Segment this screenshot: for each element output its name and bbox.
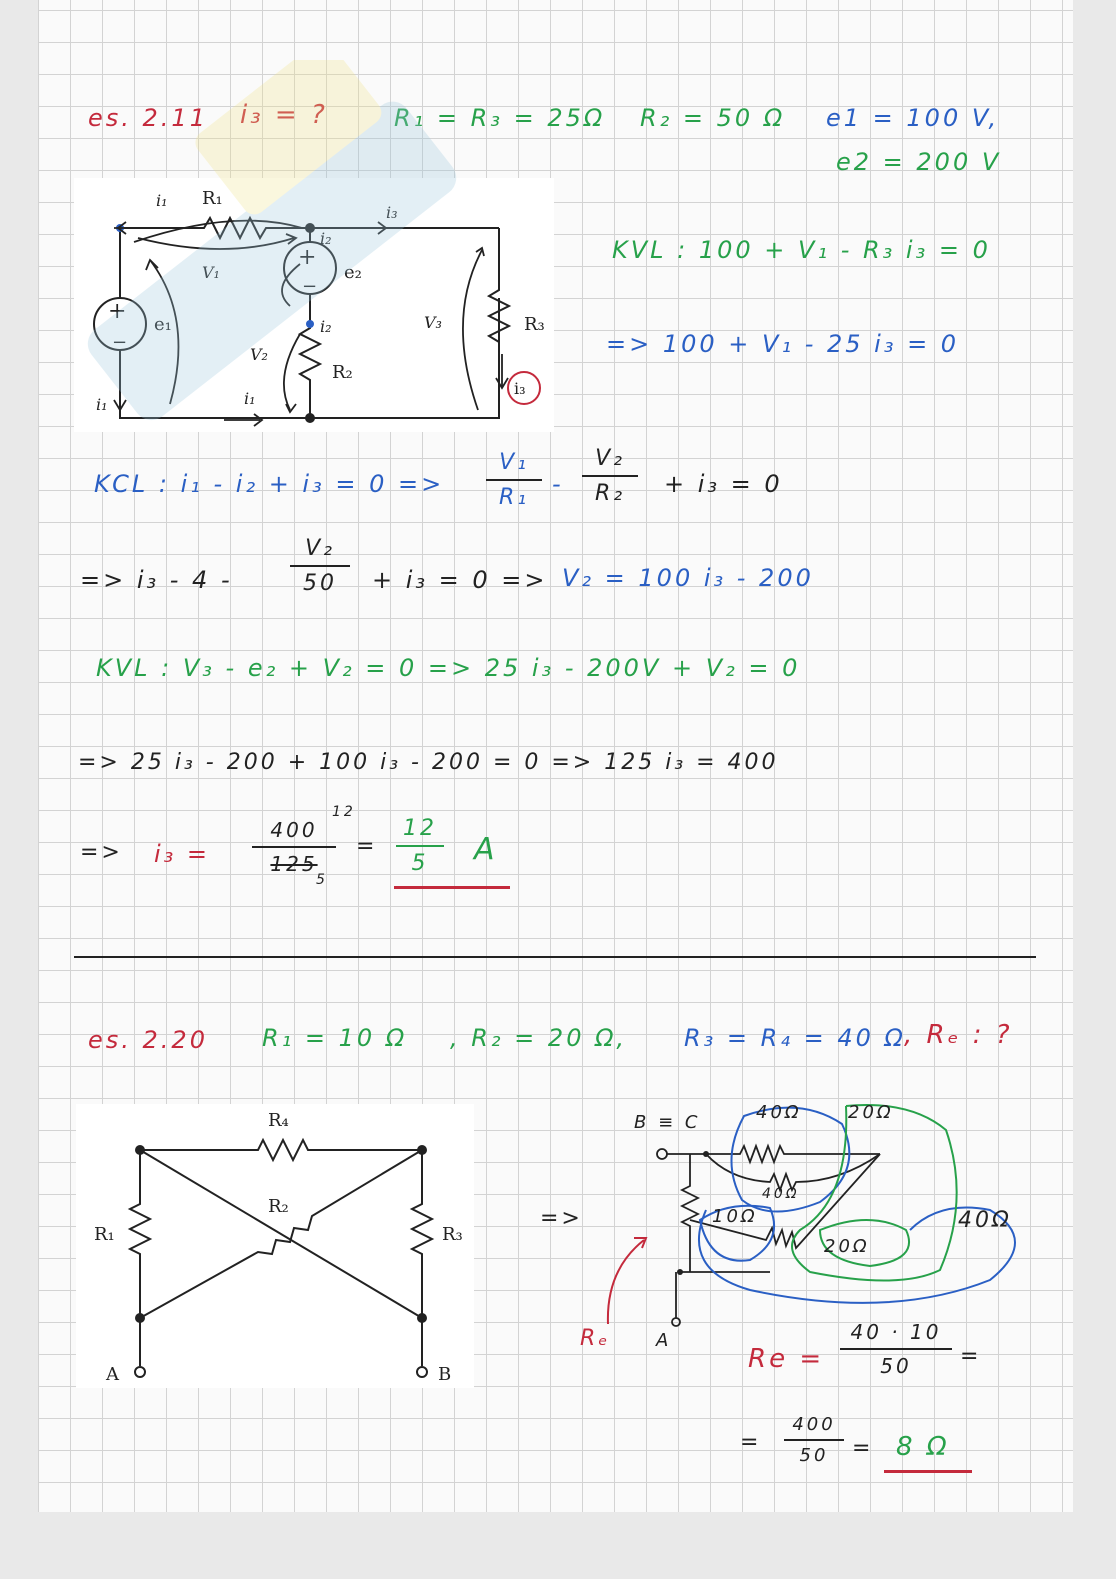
kcl-equation: KCL : i₁ - i₂ + i₃ = 0 =>	[94, 470, 445, 498]
label-i3-circled: i₃	[514, 379, 526, 398]
kcl-frac2-den: R₂	[594, 481, 626, 506]
exercise-label-2-11: es. 2.11	[88, 104, 208, 132]
result-value-den: 5	[411, 851, 429, 876]
re-den-1: 50	[880, 1354, 912, 1378]
given-e2: e2 = 200 V	[836, 148, 1002, 176]
kcl-frac1-num: V₁	[499, 450, 529, 475]
node-b-label: B	[438, 1364, 452, 1385]
hand-i2-top: i₂	[320, 229, 332, 248]
given-r1-r3: R₁ = R₃ = 25Ω	[394, 104, 606, 132]
label-40-ohm-right: 40Ω	[958, 1208, 1012, 1233]
re-equals-3: =	[852, 1436, 874, 1461]
kvl-equation-1b: => 100 + V₁ - 25 i₃ = 0	[606, 330, 960, 358]
label-r4-ex2: R₄	[268, 1110, 289, 1131]
given-r3-r4: R₃ = R₄ = 40 Ω	[684, 1024, 906, 1052]
given-e1: e1 = 100 V,	[826, 104, 1000, 132]
result-prefix: =>	[80, 840, 123, 865]
kvl-equation-2: KVL : V₃ - e₂ + V₂ = 0 => 25 i₃ - 200V + V₂ = 0	[96, 654, 801, 682]
result-value-fraction	[396, 816, 444, 876]
kcl-frac2-num: V₂	[595, 446, 625, 471]
re-num-1: 40 · 10	[850, 1320, 942, 1344]
hand-i1-bottom: i₁	[244, 389, 256, 408]
hand-i2-bottom: i₂	[320, 317, 332, 336]
result-num: 400	[270, 818, 318, 842]
label-r3-ex2: R₃	[442, 1224, 463, 1245]
unknown-i3: i₃ = ?	[240, 100, 328, 130]
label-10-ohm: 10Ω	[712, 1206, 758, 1227]
re-fraction-1	[840, 1320, 952, 1378]
hand-v2: V₂	[250, 345, 268, 364]
label-r2-ex2: R₂	[268, 1196, 289, 1217]
svg-text:+: +	[108, 299, 127, 324]
unknown-re: , Rₑ : ?	[904, 1020, 1013, 1050]
given-r1-ex2: R₁ = 10 Ω	[262, 1024, 408, 1052]
result-fraction	[252, 818, 336, 876]
result-den-sub: 5	[316, 872, 328, 888]
circuit-diagram-2-20	[76, 1104, 474, 1388]
result-value-num: 12	[403, 816, 437, 841]
given-r2-ex2: , R₂ = 20 Ω,	[450, 1024, 628, 1052]
line4-equation: => 25 i₃ - 200 + 100 i₃ - 200 = 0 => 125 i₃ = 400	[78, 750, 779, 775]
result-underline	[394, 886, 510, 889]
re-equals-2: =	[740, 1430, 762, 1455]
circuit-diagram-2-11	[74, 178, 554, 432]
hand-i1-left: i₁	[96, 395, 108, 414]
line2-v2-equation: V₂ = 100 i₃ - 200	[562, 564, 814, 592]
re-result: 8 Ω	[896, 1432, 950, 1462]
label-r1-ex2: R₁	[94, 1224, 115, 1245]
label-b-equiv-c: B ≡ C	[634, 1112, 701, 1133]
node-a-label: A	[106, 1364, 119, 1385]
line2-num: V₂	[305, 536, 335, 561]
result-i3-label: i₃ =	[154, 840, 211, 868]
label-r2: R₂	[332, 362, 353, 383]
label-node-a-sketch: A	[656, 1330, 672, 1351]
result-num-sup: 12	[332, 804, 356, 820]
re-den-2: 50	[799, 1445, 829, 1466]
kcl-minus: -	[552, 470, 564, 498]
re-equals-1: =	[960, 1344, 982, 1369]
label-20-ohm-top: 20Ω	[848, 1102, 894, 1123]
line2-den: 50	[303, 571, 337, 596]
hand-v1: V₁	[202, 263, 220, 282]
label-e1: e₁	[154, 314, 172, 335]
kcl-fraction-1	[486, 450, 542, 510]
given-r2: R₂ = 50 Ω	[640, 104, 786, 132]
svg-text:−: −	[302, 276, 318, 297]
label-re-arrow: Rₑ	[580, 1326, 611, 1351]
kcl-tail: + i₃ = 0	[664, 470, 783, 498]
re-equation-label: Re =	[748, 1344, 825, 1374]
exercise-label-2-20: es. 2.20	[88, 1026, 208, 1054]
line2-start: => i₃ - 4 -	[80, 566, 233, 594]
svg-text:+: +	[298, 245, 317, 270]
label-e2: e₂	[344, 262, 362, 283]
label-40-ohm-mid: 40Ω	[762, 1186, 800, 1202]
hand-v3: V₃	[424, 313, 442, 332]
re-result-underline	[884, 1470, 972, 1473]
line2-fraction	[290, 536, 350, 596]
hand-i3: i₃	[386, 203, 398, 222]
label-40-ohm-top: 40Ω	[756, 1102, 802, 1123]
label-20-ohm-bottom: 20Ω	[824, 1236, 870, 1257]
section-divider	[74, 956, 1036, 958]
line2-middle: + i₃ = 0 =>	[372, 566, 548, 594]
label-r1: R₁	[202, 188, 223, 209]
re-num-2: 400	[792, 1414, 836, 1435]
kcl-frac1-den: R₁	[498, 485, 530, 510]
result-den: 125	[270, 852, 318, 876]
svg-text:−: −	[112, 332, 128, 353]
transform-arrow: =>	[540, 1206, 583, 1231]
kvl-equation-1: KVL : 100 + V₁ - R₃ i₃ = 0	[612, 236, 991, 264]
label-r3: R₃	[524, 314, 545, 335]
re-fraction-2	[784, 1414, 844, 1466]
result-unit: A	[474, 832, 498, 867]
kcl-fraction-2	[582, 446, 638, 506]
result-equals: =	[356, 834, 378, 859]
hand-i1-top: i₁	[156, 191, 168, 210]
